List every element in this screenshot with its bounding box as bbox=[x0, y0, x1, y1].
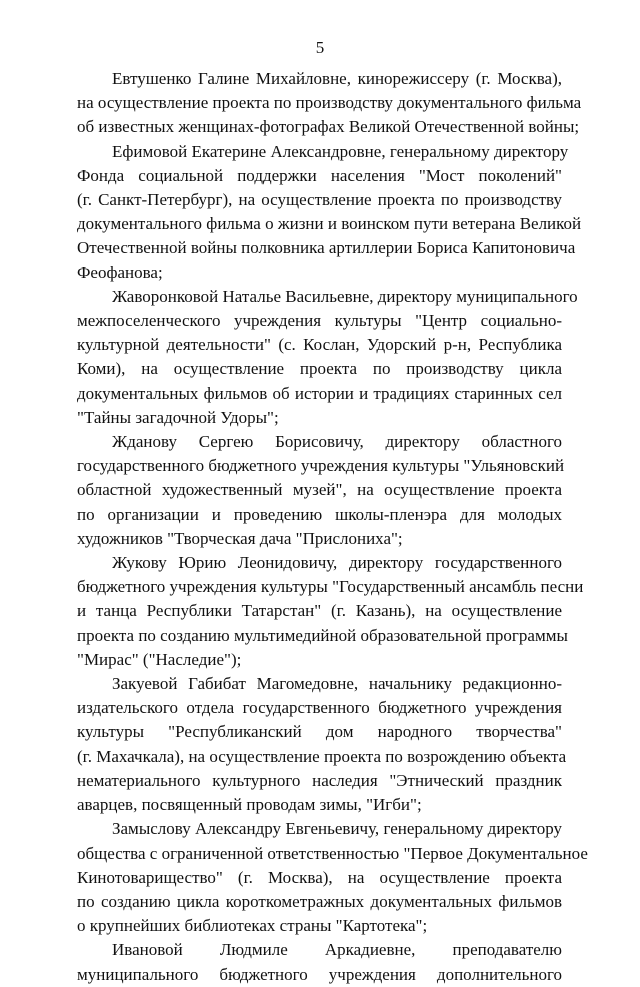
text-line: Жаворонковой Наталье Васильевне, директору муниципального bbox=[112, 286, 578, 306]
paragraph bbox=[77, 817, 588, 938]
text-line: об известных женщинах-фотографах Великой Отечественной войны; bbox=[77, 117, 580, 137]
page-number: 5 bbox=[315, 38, 325, 57]
text-line: художников "Творческая дача "Прислониха"; bbox=[77, 528, 403, 548]
text-line: государственного бюджетного учреждения культуры "Ульяновский bbox=[77, 456, 565, 476]
paragraph bbox=[77, 140, 582, 285]
text-line: общества с ограниченной ответственностью "Первое Документальное bbox=[77, 843, 588, 863]
text-line: Кинотоварищество" (г. Москва), на осуществление проекта bbox=[77, 867, 562, 887]
text-line: (г. Санкт-Петербург), на осуществление проекта по производству bbox=[77, 190, 562, 210]
text-line: областной художественный музей", на осуществление проекта bbox=[77, 480, 562, 500]
text-line: Отечественной войны полковника артиллерии Бориса Капитоновича bbox=[77, 238, 576, 258]
text-line: Феофанова; bbox=[77, 262, 163, 282]
text-line: Фонда социальной поддержки населения "Мост поколений" bbox=[77, 165, 562, 185]
paragraph bbox=[77, 67, 582, 140]
text-line: аварцев, посвященный проводам зимы, "Игби"; bbox=[77, 795, 422, 815]
paragraph bbox=[77, 430, 565, 551]
text-line: проекта по созданию мультимедийной образовательной программы bbox=[77, 625, 568, 645]
text-line: Замыслову Александру Евгеньевичу, генеральному директору bbox=[112, 819, 562, 839]
text-line: Евтушенко Галине Михайловне, кинорежиссеру (г. Москва), bbox=[112, 69, 562, 88]
text-line: о крупнейших библиотеках страны "Картотека"; bbox=[77, 916, 428, 936]
text-line: Жданову Сергею Борисовичу, директору областного bbox=[112, 432, 562, 452]
text-line: нематериального культурного наследия "Этнический праздник bbox=[77, 770, 562, 790]
paragraph bbox=[77, 285, 578, 430]
text-line: на осуществление проекта по производству документального фильма bbox=[77, 93, 582, 113]
text-line: по созданию цикла короткометражных документальных фильмов bbox=[77, 891, 562, 911]
text-line: "Мирас" ("Наследие"); bbox=[77, 649, 242, 669]
text-line: бюджетного учреждения культуры "Государственный ансамбль песни bbox=[77, 577, 584, 597]
text-line: Коми), на осуществление проекта по производству цикла bbox=[77, 359, 562, 379]
text-line: "Тайны загадочной Удоры"; bbox=[77, 407, 279, 427]
paragraph bbox=[77, 672, 567, 817]
text-line: по организации и проведению школы-пленэра для молодых bbox=[77, 504, 562, 524]
text-line: культурной деятельности" (с. Кослан, Удорский р-н, Республика bbox=[77, 335, 562, 355]
text-line: документального фильма о жизни и воинском пути ветерана Великой bbox=[77, 214, 582, 234]
paragraph bbox=[77, 551, 584, 672]
text-line: документальных фильмов об истории и традициях старинных сел bbox=[77, 383, 562, 403]
text-line: издательского отдела государственного бюджетного учреждения bbox=[77, 698, 562, 718]
document-body bbox=[77, 67, 588, 987]
text-line: и танца Республики Татарстан" (г. Казань), на осуществление bbox=[77, 601, 562, 621]
text-line: Жукову Юрию Леонидовичу, директору государственного bbox=[112, 553, 562, 573]
text-line: Ивановой Людмиле Аркадиевне, преподавателю bbox=[112, 940, 562, 960]
text-line: межпоселенческого учреждения культуры "Центр социально- bbox=[77, 311, 562, 331]
text-line: Ефимовой Екатерине Александровне, генеральному директору bbox=[112, 141, 569, 161]
text-line: муниципального бюджетного учреждения дополнительного bbox=[77, 964, 562, 984]
paragraph bbox=[77, 938, 562, 986]
text-line: Закуевой Габибат Магомедовне, начальнику редакционно- bbox=[112, 674, 562, 694]
text-line: (г. Махачкала), на осуществление проекта по возрождению объекта bbox=[77, 746, 567, 766]
text-line: культуры "Республиканский дом народного творчества" bbox=[77, 722, 562, 742]
